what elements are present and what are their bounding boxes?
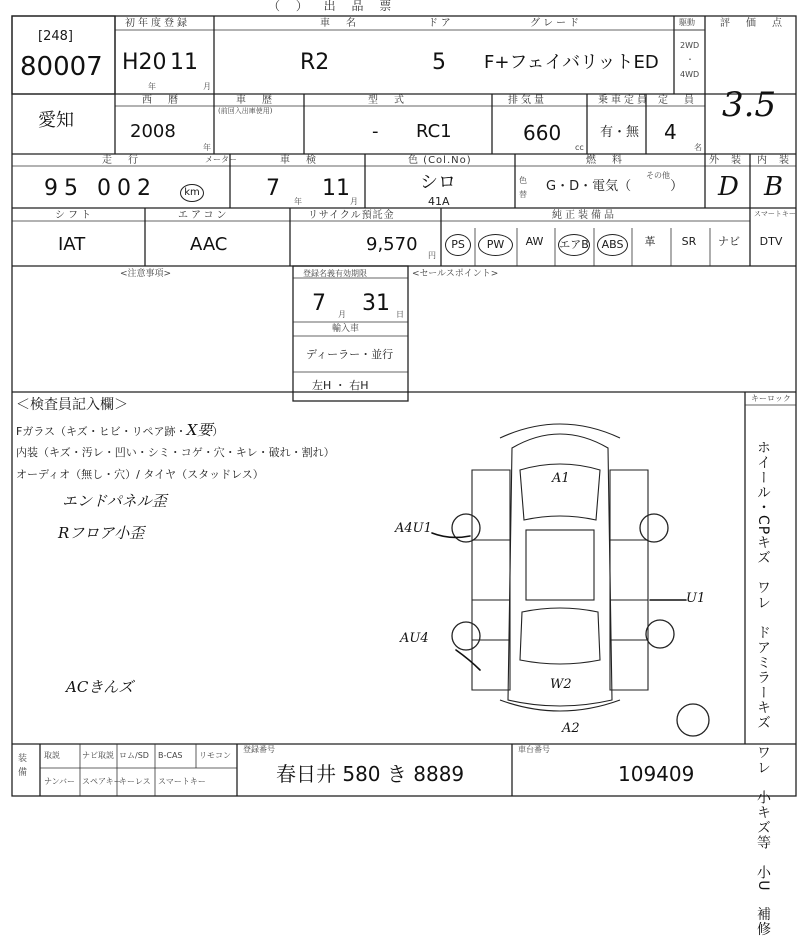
option-4: ABS <box>597 234 628 256</box>
drive-label: 駆動 <box>679 18 695 27</box>
footer-item-2: ロム/SD <box>119 751 149 760</box>
ac-label: エアコン <box>178 210 230 221</box>
score-label: 評 価 点 <box>720 18 785 29</box>
month-unit: 月 <box>203 82 211 91</box>
mark-au4: AU4 <box>400 631 429 646</box>
drive-4wd: 4WD <box>680 70 700 79</box>
equip-label: 装備 <box>18 754 28 778</box>
prefecture: 愛知 <box>38 110 74 131</box>
year-unit: 年 <box>148 82 156 91</box>
windshield-handwritten: X要 <box>186 421 213 439</box>
shaken-tsuki: 月 <box>350 197 358 206</box>
reg-tsuki: 月 <box>338 310 346 319</box>
inspector-title: ＜検査員記入欄＞ <box>16 397 128 413</box>
footer-item-0: 取説 <box>44 751 60 760</box>
color-label: 色 (Col.No) <box>408 155 472 166</box>
color-code: 41A <box>428 195 450 208</box>
lot-number: 80007 <box>20 52 103 82</box>
reg-day: 31 <box>362 291 390 316</box>
footer-item2-2: キーレス <box>119 777 151 786</box>
ac: AAC <box>190 234 228 255</box>
km-unit: km <box>180 184 204 202</box>
drive-2wd: 2WD <box>680 41 700 50</box>
mark-a1: A1 <box>552 471 570 486</box>
exterior-grade: D <box>718 172 739 202</box>
first-reg-month: 11 <box>170 50 198 75</box>
first-reg-era: H20 <box>122 50 167 75</box>
option-3: エアB <box>558 234 590 256</box>
year-nen: 年 <box>203 143 211 152</box>
history-sub: (前回入出庫使用) <box>218 107 273 115</box>
lot-bracket: [248] <box>38 29 73 44</box>
meter-label: メーター <box>205 155 237 164</box>
shaken-month: 11 <box>322 176 350 201</box>
footer-item-3: B-CAS <box>158 751 183 760</box>
mark-a4u1: A4U1 <box>395 521 432 536</box>
fuel-label: 燃 料 <box>586 155 625 166</box>
side-damage-note: ホイール・CPキズ ワレ ドアミラーキズ ワレ 小キズ等 小U 補修 <box>755 440 771 936</box>
footer-item2-3: スマートキー <box>158 777 206 786</box>
recycle-yen: 円 <box>428 251 436 260</box>
door-count: 5 <box>432 50 446 75</box>
color-swap-label: 色替 <box>519 176 527 199</box>
mark-u1: U1 <box>686 591 706 606</box>
options-label: 純正装備品 <box>552 210 617 221</box>
sheet-title: （ ） 出 品 票 <box>268 0 398 13</box>
shift: IAT <box>58 234 86 255</box>
recycle-fee: 9,570 <box>366 234 418 255</box>
interior-label: 内 装 <box>757 155 790 166</box>
first-reg-label: 初年度登録 <box>125 18 190 29</box>
mileage-label: 走 行 <box>102 155 141 166</box>
reg-nichi: 日 <box>396 310 404 319</box>
history-label: 車 歴 <box>236 95 275 106</box>
handwritten-note-3: ACきんズ <box>66 678 134 696</box>
footer-item-4: リモコン <box>199 751 231 760</box>
car-name-label: 車 名 <box>320 18 359 29</box>
footer-item2-0: ナンバー <box>44 777 76 786</box>
car-name: R2 <box>300 50 330 75</box>
drive-dot: ・ <box>686 55 694 64</box>
capacity-label: 乗車定員 <box>598 95 650 106</box>
option-5: 革 <box>644 235 656 248</box>
key-lock-label: キーロック <box>751 394 791 403</box>
audio-tire-line: オーディオ（無し・穴）/ タイヤ（スタッドレス） <box>16 468 264 481</box>
model-label: 型 式 <box>368 95 407 106</box>
model-dash: - <box>372 121 379 142</box>
option-0: PS <box>445 234 471 256</box>
interior-line: 内装（キズ・汚レ・凹い・シミ・コゲ・穴・キレ・破れ・割れ） <box>16 446 335 459</box>
reg-month: 7 <box>312 291 326 316</box>
import-label: 輸入車 <box>332 324 360 334</box>
mark-w2: W2 <box>550 677 572 692</box>
grade-label: グレード <box>530 18 582 29</box>
mileage: 95 002 <box>44 176 157 201</box>
footer-item-1: ナビ取説 <box>82 751 114 760</box>
fuel-other: その他 <box>646 171 670 180</box>
windshield-line <box>16 423 223 438</box>
shift-label: シフト <box>55 210 94 221</box>
sales-point-label: <セールスポイント> <box>412 269 499 279</box>
score: 3.5 <box>722 85 777 125</box>
year: 2008 <box>130 121 176 142</box>
reg-deadline-label: 登録名義有効期限 <box>303 269 367 278</box>
year-label: 西 暦 <box>142 95 181 106</box>
footer-item2-1: スペアキー <box>82 777 122 786</box>
shaken-label: 車 検 <box>280 155 319 166</box>
cc-unit: cc <box>575 143 584 152</box>
windshield-close: ） <box>212 425 224 438</box>
shaken-nen: 年 <box>294 197 302 206</box>
fuel: G・D・電気（ ） <box>546 179 684 194</box>
handwritten-note-1: エンドパネル歪 <box>62 492 167 510</box>
seats: 4 <box>664 120 677 144</box>
chassis-number: 109409 <box>618 762 695 786</box>
capacity-value: 有・無 <box>600 125 640 140</box>
door-label: ドア <box>428 18 454 29</box>
dealer-parallel: ディーラー・並行 <box>306 348 394 361</box>
plate-number: 春日井 580 き 8889 <box>276 762 465 786</box>
seats-unit: 名 <box>694 143 702 152</box>
grade: F+フェイバリットED <box>484 52 659 73</box>
caution-label: <注意事項> <box>120 269 172 279</box>
handle-side: 左H ・ 右H <box>312 379 369 392</box>
model-code: RC1 <box>416 121 452 142</box>
recycle-label: リサイクル預託金 <box>308 210 395 221</box>
mark-a2: A2 <box>562 721 580 736</box>
seats-label: 定 員 <box>658 95 697 106</box>
smart-key-label: スマートキー <box>754 210 796 218</box>
exterior-label: 外 装 <box>709 155 742 166</box>
plate-label: 登録番号 <box>243 745 275 754</box>
shaken-year: 7 <box>266 176 280 201</box>
displacement: 660 <box>523 121 562 145</box>
chassis-label: 車台番号 <box>518 745 550 754</box>
option-8: DTV <box>759 235 783 248</box>
interior-grade: B <box>764 172 784 202</box>
option-6: SR <box>681 235 697 248</box>
option-2: AW <box>525 235 544 248</box>
displacement-label: 排気量 <box>508 95 547 106</box>
windshield-text: Fガラス（キズ・ヒビ・リペア跡・ <box>16 425 187 438</box>
option-1: PW <box>478 234 513 256</box>
color: シロ <box>420 172 456 193</box>
option-7: ナビ <box>718 235 740 248</box>
handwritten-note-2: Rフロア小歪 <box>58 524 145 542</box>
